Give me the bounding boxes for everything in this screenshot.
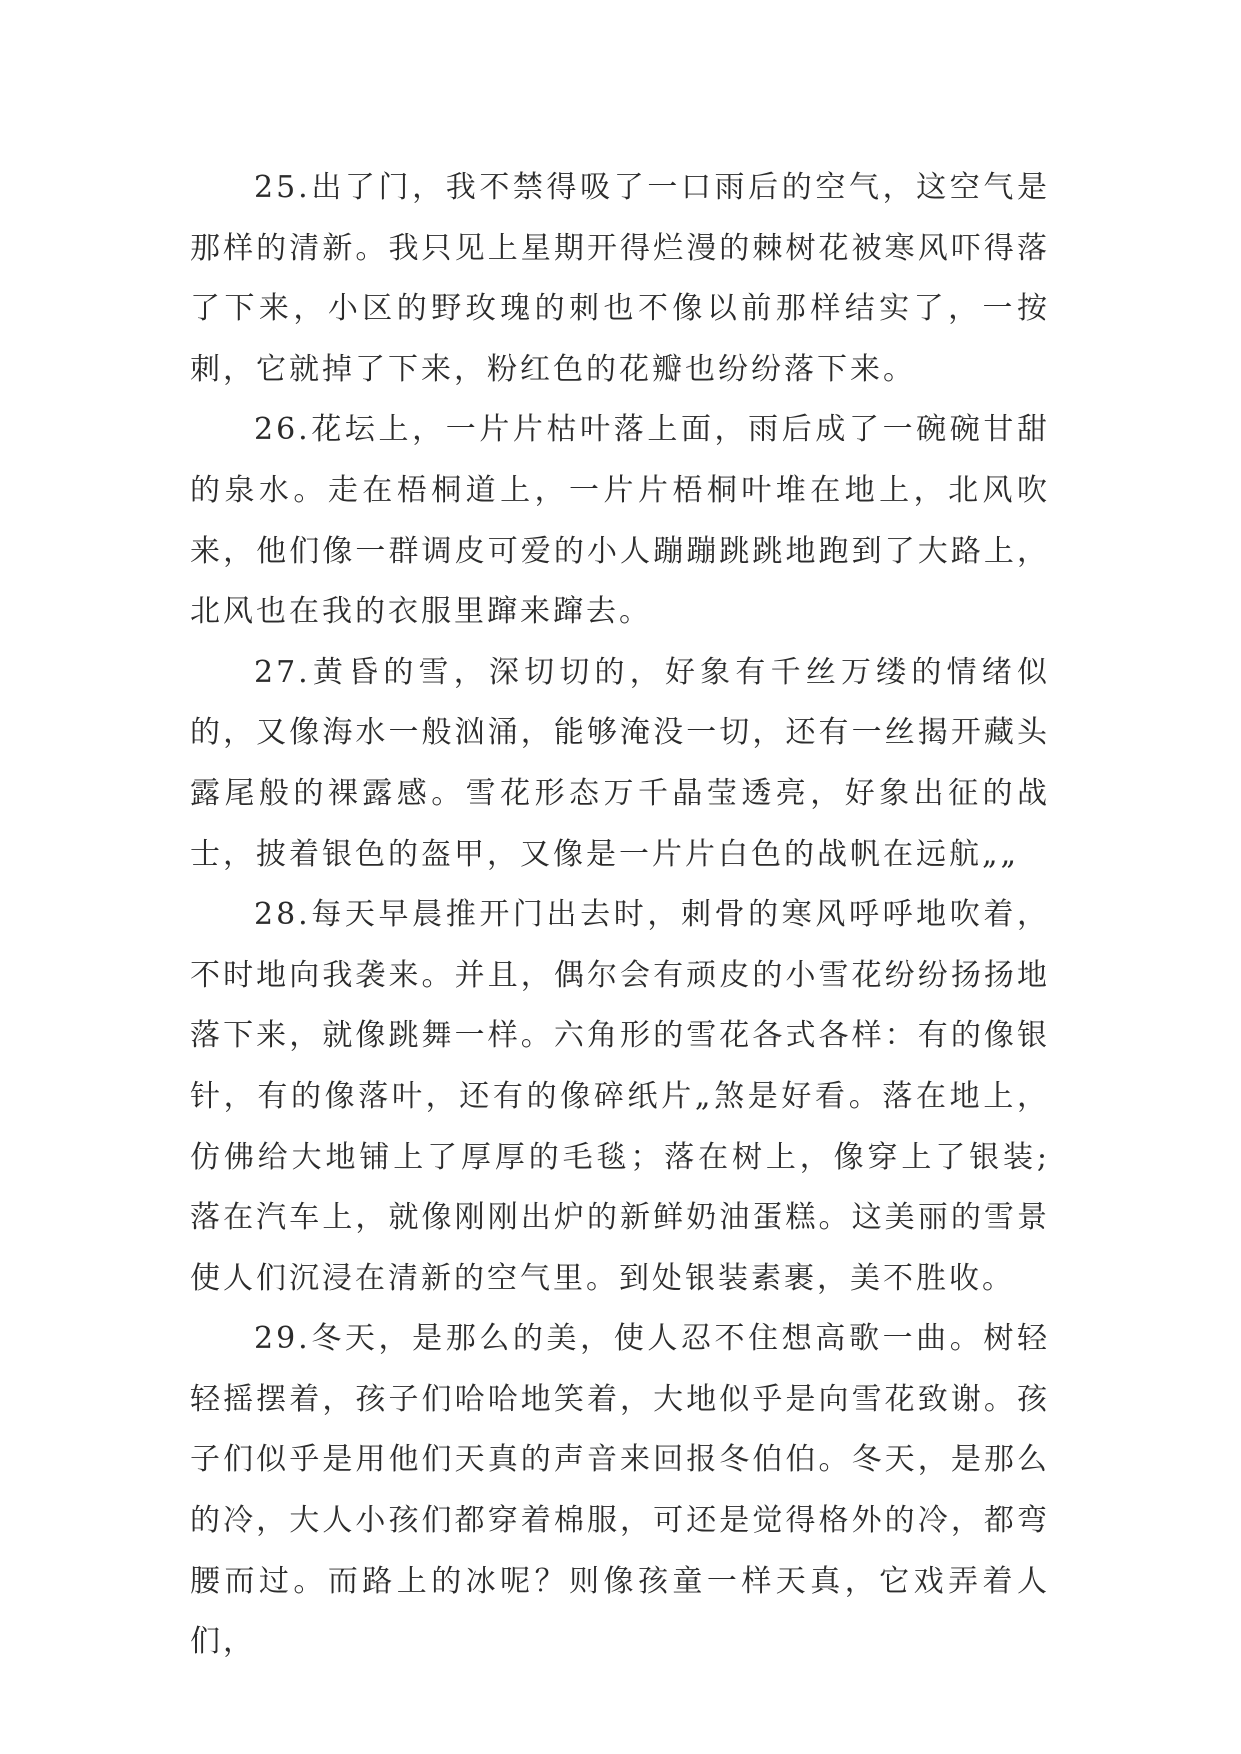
document-body <box>190 158 1050 1673</box>
paragraph-28: 28.每天早晨推开门出去时，刺骨的寒风呼呼地吹着，不时地向我袭来。并且，偶尔会有顽皮的小雪花纷纷扬扬地落下来，就像跳舞一样。六角形的雪花各式各样：有的像银针，有的像落叶，还有的像碎纸片„煞是好看。落在地上，仿佛给大地铺上了厚厚的毛毯；落在树上，像穿上了银装;落在汽车上，就像刚刚出炉的新鲜奶油蛋糕。这美丽的雪景使人们沉浸在清新的空气里。到处银装素裹，美不胜收。 <box>190 897 1050 1296</box>
paragraph-25: 25.出了门，我不禁得吸了一口雨后的空气，这空气是那样的清新。我只见上星期开得烂漫的棘树花被寒风吓得落了下来，小区的野玫瑰的刺也不像以前那样结实了，一按刺，它就掉了下来，粉红色的花瓣也纷纷落下来。 <box>190 170 1050 387</box>
paragraph-29: 29.冬天，是那么的美，使人忍不住想高歌一曲。树轻轻摇摆着，孩子们哈哈地笑着，大地似乎是向雪花致谢。孩子们似乎是用他们天真的声音来回报冬伯伯。冬天，是那么的冷，大人小孩们都穿着棉服，可还是觉得格外的冷，都弯腰而过。而路上的冰呢？则像孩童一样天真，它戏弄着人们， <box>190 1321 1050 1660</box>
paragraph-27: 27.黄昏的雪，深切切的，好象有千丝万缕的情绪似的，又像海水一般汹涌，能够淹没一切，还有一丝揭开藏头露尾般的裸露感。雪花形态万千晶莹透亮，好象出征的战士，披着银色的盔甲，又像是一片片白色的战帆在远航„„ <box>190 654 1050 872</box>
paragraph-26: 26.花坛上，一片片枯叶落上面，雨后成了一碗碗甘甜的泉水。走在梧桐道上，一片片梧桐叶堆在地上，北风吹来，他们像一群调皮可爱的小人蹦蹦跳跳地跑到了大路上，北风也在我的衣服里蹿来蹿去。 <box>190 412 1050 630</box>
